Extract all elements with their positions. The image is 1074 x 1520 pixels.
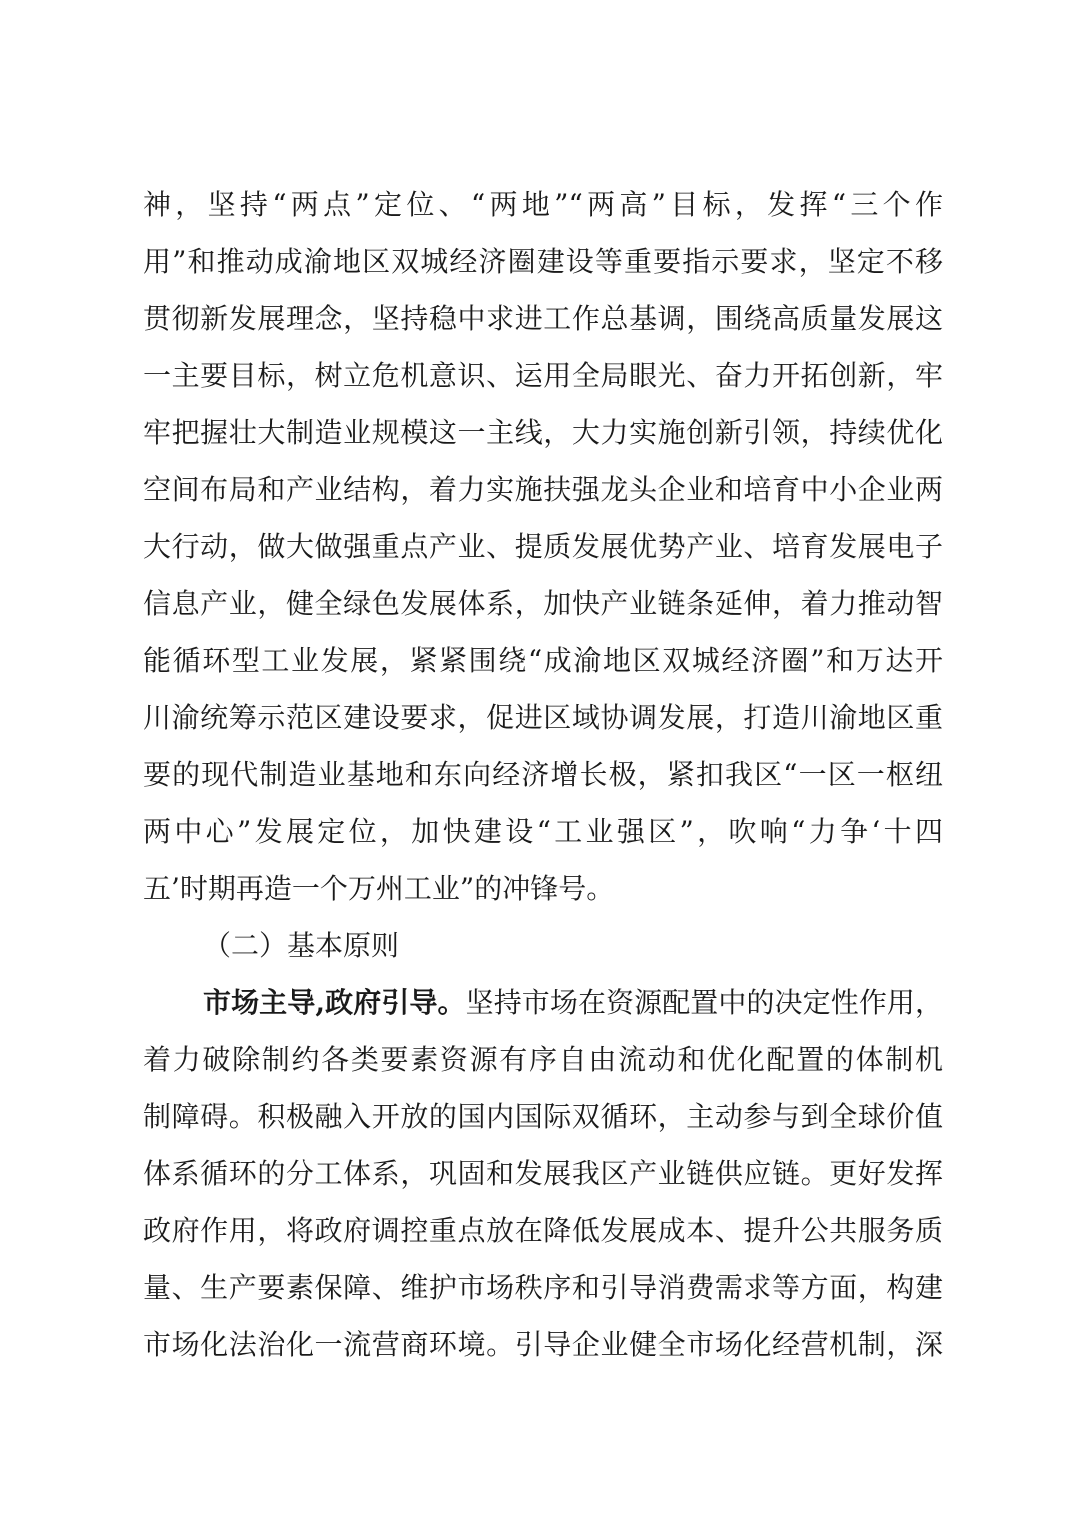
paragraph-line: 体系循环的分工体系，巩固和发展我区产业链供应链。更好发挥	[143, 1157, 943, 1190]
paragraph-line: 政府作用，将政府调控重点放在降低发展成本、提升公共服务质	[143, 1214, 943, 1247]
paragraph-line: 两中心”发展定位，加快建设“工业强区”，吹响“力争‘十四	[143, 815, 943, 848]
paragraph-line: 要的现代制造业基地和东向经济增长极，紧扣我区“一区一枢纽	[143, 758, 943, 791]
paragraph-line: 大行动，做大做强重点产业、提质发展优势产业、培育发展电子	[143, 530, 943, 563]
paragraph-line: 着力破除制约各类要素资源有序自由流动和优化配置的体制机	[143, 1043, 943, 1076]
paragraph-first-line	[203, 983, 943, 1023]
paragraph-line: 市场化法治化一流营商环境。引导企业健全市场化经营机制，深	[143, 1328, 943, 1361]
paragraph-line: 制障碍。积极融入开放的国内国际双循环，主动参与到全球价值	[143, 1100, 943, 1133]
principle-text: 坚持市场在资源配置中的决定性作用，	[465, 986, 943, 1019]
paragraph-line: 川渝统筹示范区建设要求，促进区域协调发展，打造川渝地区重	[143, 701, 943, 734]
principle-title: 市场主导,政府引导。	[203, 986, 466, 1019]
paragraph-line: 神，坚持“两点”定位、“两地”“两高”目标，发挥“三个作	[143, 188, 943, 221]
paragraph-line: 空间布局和产业结构，着力实施扶强龙头企业和培育中小企业两	[143, 473, 943, 506]
paragraph-line: 量、生产要素保障、维护市场秩序和引导消费需求等方面，构建	[143, 1271, 943, 1304]
paragraph-line: 用”和推动成渝地区双城经济圈建设等重要指示要求，坚定不移	[143, 245, 943, 278]
paragraph-line: 信息产业，健全绿色发展体系，加快产业链条延伸，着力推动智	[143, 587, 943, 620]
paragraph-line: 五’时期再造一个万州工业”的冲锋号。	[143, 872, 615, 905]
paragraph-line: 一主要目标，树立危机意识、运用全局眼光、奋力开拓创新，牢	[143, 359, 943, 392]
section-heading: （二）基本原则	[203, 929, 400, 962]
paragraph-line: 贯彻新发展理念，坚持稳中求进工作总基调，围绕高质量发展这	[143, 302, 943, 335]
paragraph-line: 牢把握壮大制造业规模这一主线，大力实施创新引领，持续优化	[143, 416, 943, 449]
paragraph-line: 能循环型工业发展，紧紧围绕“成渝地区双城经济圈”和万达开	[143, 644, 943, 677]
